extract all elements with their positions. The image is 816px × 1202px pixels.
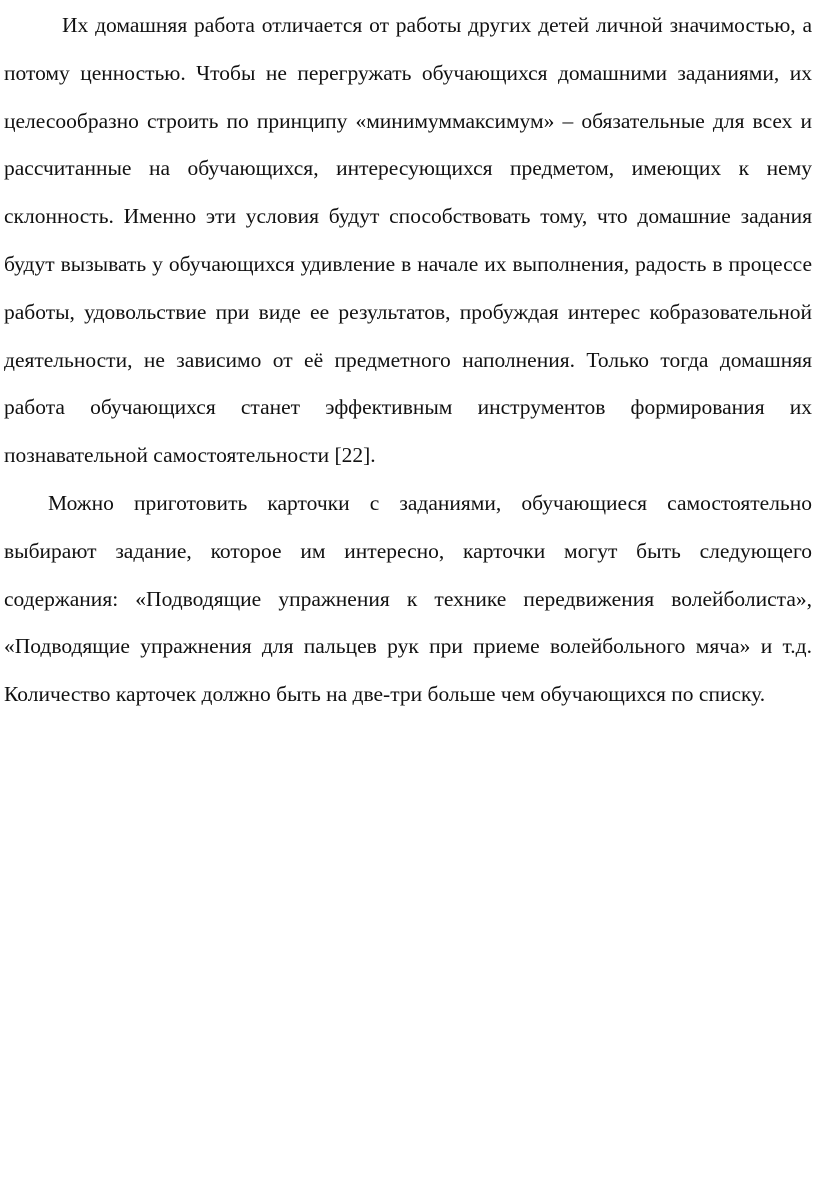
document-page [4, 2, 812, 719]
paragraph-task-cards: Можно приготовить карточки с заданиями, обучающиеся самостоятельно выбирают задание, которое им интересно, карточки могут быть следующего содержания: «Подводящие упражнения к технике передвижения волейболиста», «Подводящие упражнения для пальцев рук при приеме волейбольного мяча» и т.д. Количество карточек должно быть на две-три больше чем обучающихся по списку. [4, 490, 812, 707]
paragraph-homework-value: Их домашняя работа отличается от работы других детей личной значимостью, а потому ценностью. Чтобы не перегружать обучающихся домашними заданиями, их целесообразно строить по принципу «минимуммаксимум» – обязательные для всех и рассчитанные на обучающихся, интересующихся предметом, имеющих к нему склонность. Именно эти условия будут способствовать тому, что домашние задания будут вызывать у обучающихся удивление в начале их выполнения, радость в процессе работы, удовольствие при виде ее результатов, пробуждая интерес кобразовательной деятельности, не зависимо от её предметного наполнения. Только тогда домашняя работа обучающихся станет эффективным инструментов формирования их познавательной самостоятельности [22]. [4, 13, 812, 468]
